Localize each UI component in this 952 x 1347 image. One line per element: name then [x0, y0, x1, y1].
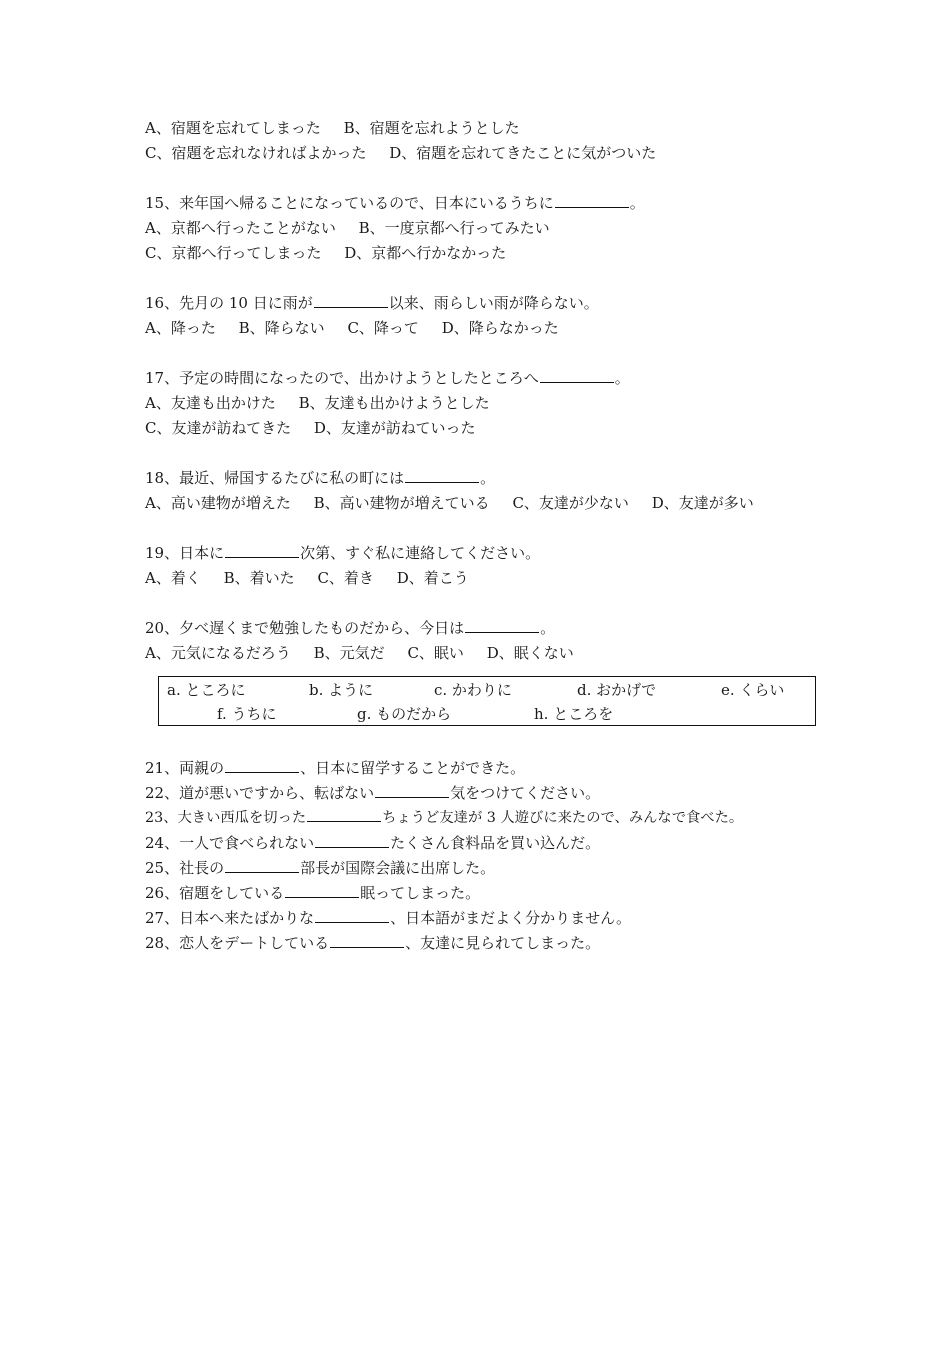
- option: B、高い建物が増えている: [313, 494, 490, 512]
- option: D、眠くない: [486, 644, 574, 662]
- answer-blank: [285, 883, 359, 898]
- q14-options-row-1: [145, 116, 835, 141]
- option: A、京都へ行ったことがない: [145, 219, 336, 237]
- answer-blank: [315, 833, 389, 848]
- option: C、友達が訪ねてきた: [145, 419, 292, 437]
- worksheet-page: [145, 116, 835, 956]
- question-number: 23、: [145, 810, 178, 826]
- q14-option-c: C、宿題を忘れなければよかった: [145, 144, 367, 162]
- question-text-before: 日本へ来たばかりな: [179, 909, 315, 927]
- question-text-before: 日本に: [179, 544, 225, 562]
- question-text-after: 、友達に見られてしまった。: [405, 934, 601, 952]
- question-number: 17、: [145, 369, 180, 387]
- question-text-after: 次第、すぐ私に連絡してください。: [300, 544, 541, 562]
- question-text-before: 最近、帰国するたびに私の町には: [179, 469, 405, 487]
- question-text-before: 一人で食べられない: [179, 834, 315, 852]
- answer-blank: [225, 858, 299, 873]
- question-17: [145, 366, 835, 391]
- option: B、友達も出かけようとした: [298, 394, 490, 412]
- question-25: [145, 856, 835, 881]
- question-22: [145, 781, 835, 806]
- question-number: 24、: [145, 834, 180, 852]
- answer-blank: [225, 758, 299, 773]
- question-text-after: 以来、雨らしい雨が降らない。: [388, 294, 599, 312]
- option: C、友達が少ない: [512, 494, 629, 512]
- q16-options-row: [145, 316, 835, 341]
- question-26: [145, 881, 835, 906]
- question-text-after: 。: [540, 619, 556, 637]
- question-number: 28、: [145, 934, 180, 952]
- option: D、着こう: [396, 569, 469, 587]
- question-number: 19、: [145, 544, 180, 562]
- question-23: [145, 806, 835, 831]
- answer-blank: [375, 783, 449, 798]
- question-text-before: 来年国へ帰ることになっているので、日本にいるうちに: [179, 194, 554, 212]
- answer-blank: [314, 293, 388, 308]
- question-text-after: 気をつけてください。: [450, 784, 601, 802]
- question-text-after: 眠ってしまった。: [360, 884, 481, 902]
- option: D、京都へ行かなかった: [344, 244, 507, 262]
- q20-options-row: [145, 641, 835, 666]
- q18-options-row: [145, 491, 835, 516]
- question-text-before: 宿題をしている: [179, 884, 285, 902]
- question-16: [145, 291, 835, 316]
- option: C、眠い: [407, 644, 464, 662]
- question-20: [145, 616, 835, 641]
- answer-blank: [405, 468, 479, 483]
- question-text-before: 先月の 10 日に雨が: [179, 294, 313, 312]
- question-15: [145, 191, 835, 216]
- question-text-after: 、日本に留学することができた。: [300, 759, 526, 777]
- option: C、降って: [347, 319, 419, 337]
- option: D、友達が多い: [651, 494, 754, 512]
- q15-options-row-1: [145, 216, 835, 241]
- question-number: 18、: [145, 469, 180, 487]
- choice-a: a. ところに: [167, 681, 246, 699]
- question-text-before: 社長の: [179, 859, 225, 877]
- q14-option-b: B、宿題を忘れようとした: [343, 119, 520, 137]
- q15-options-row-2: [145, 241, 835, 266]
- answer-blank: [330, 933, 404, 948]
- question-text-before: 大きい西瓜を切った: [177, 810, 307, 826]
- question-text-before: 予定の時間になったので、出かけようとしたところへ: [179, 369, 539, 387]
- question-number: 26、: [145, 884, 180, 902]
- choice-h: h. ところを: [534, 705, 614, 723]
- question-text-after: 。: [480, 469, 496, 487]
- question-number: 15、: [145, 194, 180, 212]
- word-choice-box: [158, 676, 816, 726]
- answer-blank: [540, 368, 614, 383]
- question-28: [145, 931, 835, 956]
- question-text-after: 部長が国際会議に出席した。: [300, 859, 496, 877]
- choice-b: b. ように: [309, 681, 374, 699]
- question-18: [145, 466, 835, 491]
- answer-blank: [465, 618, 539, 633]
- answer-blank: [315, 908, 389, 923]
- question-text-after: たくさん食料品を買い込んだ。: [390, 834, 601, 852]
- choice-c: c. かわりに: [434, 681, 512, 699]
- question-number: 27、: [145, 909, 180, 927]
- choice-f: f. うちに: [217, 705, 277, 723]
- q14-option-a: A、宿題を忘れてしまった: [145, 119, 321, 137]
- option: B、降らない: [238, 319, 325, 337]
- question-text-before: 両親の: [179, 759, 225, 777]
- question-text-before: 夕べ遅くまで勉強したものだから、今日は: [179, 619, 465, 637]
- question-text-before: 道が悪いですから、転ばない: [179, 784, 375, 802]
- option: A、着く: [145, 569, 201, 587]
- option: B、一度京都へ行ってみたい: [358, 219, 550, 237]
- question-text-after: 。: [614, 369, 630, 387]
- question-number: 21、: [145, 759, 180, 777]
- option: D、降らなかった: [441, 319, 559, 337]
- question-number: 25、: [145, 859, 180, 877]
- option: B、元気だ: [313, 644, 385, 662]
- choice-e: e. くらい: [721, 681, 785, 699]
- question-text-after: ちょうど友達が 3 人遊びに来たので、みんなで食べた。: [382, 810, 744, 826]
- q19-options-row: [145, 566, 835, 591]
- option: A、元気になるだろう: [145, 644, 291, 662]
- option: A、高い建物が増えた: [145, 494, 291, 512]
- option: A、友達も出かけた: [145, 394, 276, 412]
- question-24: [145, 831, 835, 856]
- question-text-after: 、日本語がまだよく分かりません。: [390, 909, 632, 927]
- q14-options-row-2: [145, 141, 835, 166]
- question-19: [145, 541, 835, 566]
- q14-option-d: D、宿題を忘れてきたことに気がついた: [389, 144, 657, 162]
- question-21: [145, 756, 835, 781]
- option: C、着き: [317, 569, 374, 587]
- q17-options-row-2: [145, 416, 835, 441]
- answer-blank: [307, 807, 381, 822]
- answer-blank: [225, 543, 299, 558]
- choice-d: d. おかげで: [577, 681, 657, 699]
- question-number: 20、: [145, 619, 180, 637]
- question-number: 16、: [145, 294, 180, 312]
- option: D、友達が訪ねていった: [313, 419, 476, 437]
- answer-blank: [555, 193, 629, 208]
- option: B、着いた: [223, 569, 295, 587]
- question-27: [145, 906, 835, 931]
- option: A、降った: [145, 319, 216, 337]
- choice-g: g. ものだから: [357, 705, 452, 723]
- q17-options-row-1: [145, 391, 835, 416]
- question-text-after: 。: [629, 194, 645, 212]
- question-number: 22、: [145, 784, 180, 802]
- question-text-before: 恋人をデートしている: [179, 934, 330, 952]
- option: C、京都へ行ってしまった: [145, 244, 322, 262]
